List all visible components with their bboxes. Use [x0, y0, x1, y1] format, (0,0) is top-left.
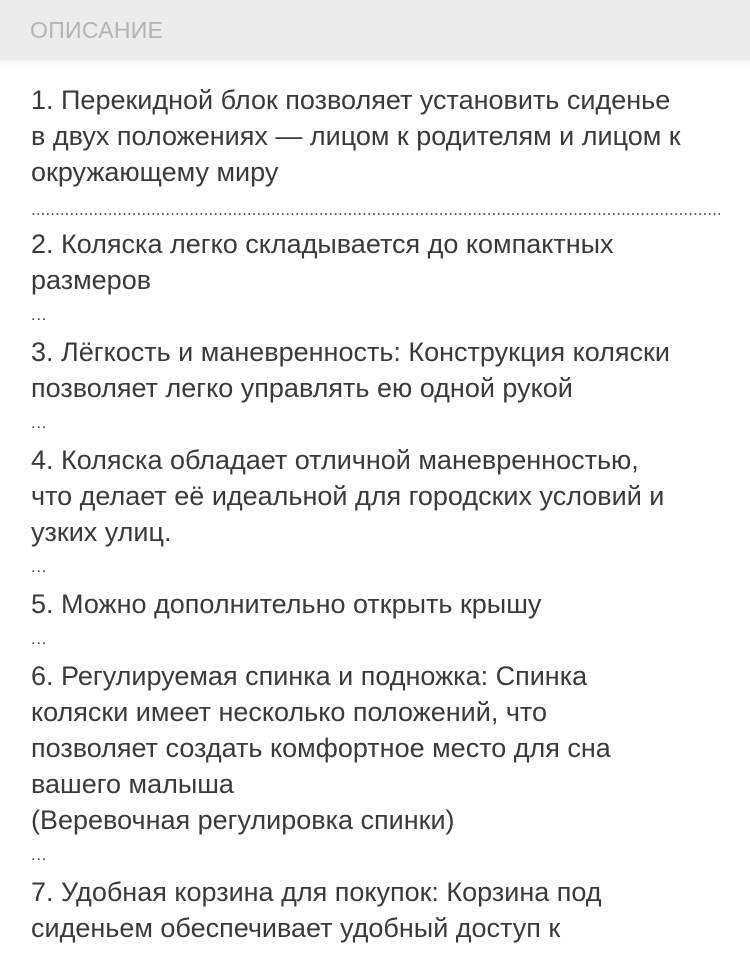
feature-item-1	[31, 82, 720, 190]
item-4-line-3: узких улиц.	[31, 517, 172, 547]
feature-item-2	[31, 226, 720, 298]
dotted-divider	[31, 190, 720, 226]
item-4-line-1: 4. Коляска обладает отличной маневренностью,	[31, 445, 639, 475]
feature-item-3	[31, 334, 720, 406]
ellipsis-separator: ...	[31, 415, 48, 432]
section-header	[0, 0, 750, 60]
item-6-line-4: вашего малыша	[31, 769, 234, 799]
ellipsis-separator: ...	[31, 307, 48, 324]
item-7-line-1: 7. Удобная корзина для покупок: Корзина под	[31, 877, 602, 907]
item-1-line-1: 1. Перекидной блок позволяет установить сиденье	[31, 85, 671, 115]
item-2-line-1: 2. Коляска легко складывается до компактных	[31, 229, 614, 259]
ellipsis-separator: ...	[31, 631, 48, 648]
item-6-line-5: (Веревочная регулировка спинки)	[31, 805, 455, 835]
feature-item-5	[31, 586, 720, 622]
feature-item-7	[31, 874, 720, 946]
item-5-line-1: 5. Можно дополнительно открыть крышу	[31, 589, 542, 619]
item-1-line-2: в двух положениях — лицом к родителям и лицом к	[31, 121, 681, 151]
item-1-line-3: окружающему миру	[31, 157, 279, 187]
item-6-line-2: коляски имеет несколько положений, что	[31, 697, 547, 727]
item-6-line-3: позволяет создать комфортное место для сна	[31, 733, 611, 763]
ellipsis-separator: ...	[31, 559, 48, 576]
description-body	[0, 60, 750, 946]
section-title: ОПИСАНИЕ	[30, 16, 164, 43]
item-6-line-1: 6. Регулируемая спинка и подножка: Спинка	[31, 661, 588, 691]
item-4-line-2: что делает её идеальной для городских условий и	[31, 481, 665, 511]
item-7-line-2: сиденьем обеспечивает удобный доступ к	[31, 913, 561, 943]
item-3-line-2: позволяет легко управлять ею одной рукой	[31, 373, 573, 403]
ellipsis-separator: ...	[31, 847, 48, 864]
feature-item-4	[31, 442, 720, 550]
item-2-line-2: размеров	[31, 265, 152, 295]
item-3-line-1: 3. Лёгкость и маневренность: Конструкция коляски	[31, 337, 670, 367]
feature-item-6	[31, 658, 720, 838]
